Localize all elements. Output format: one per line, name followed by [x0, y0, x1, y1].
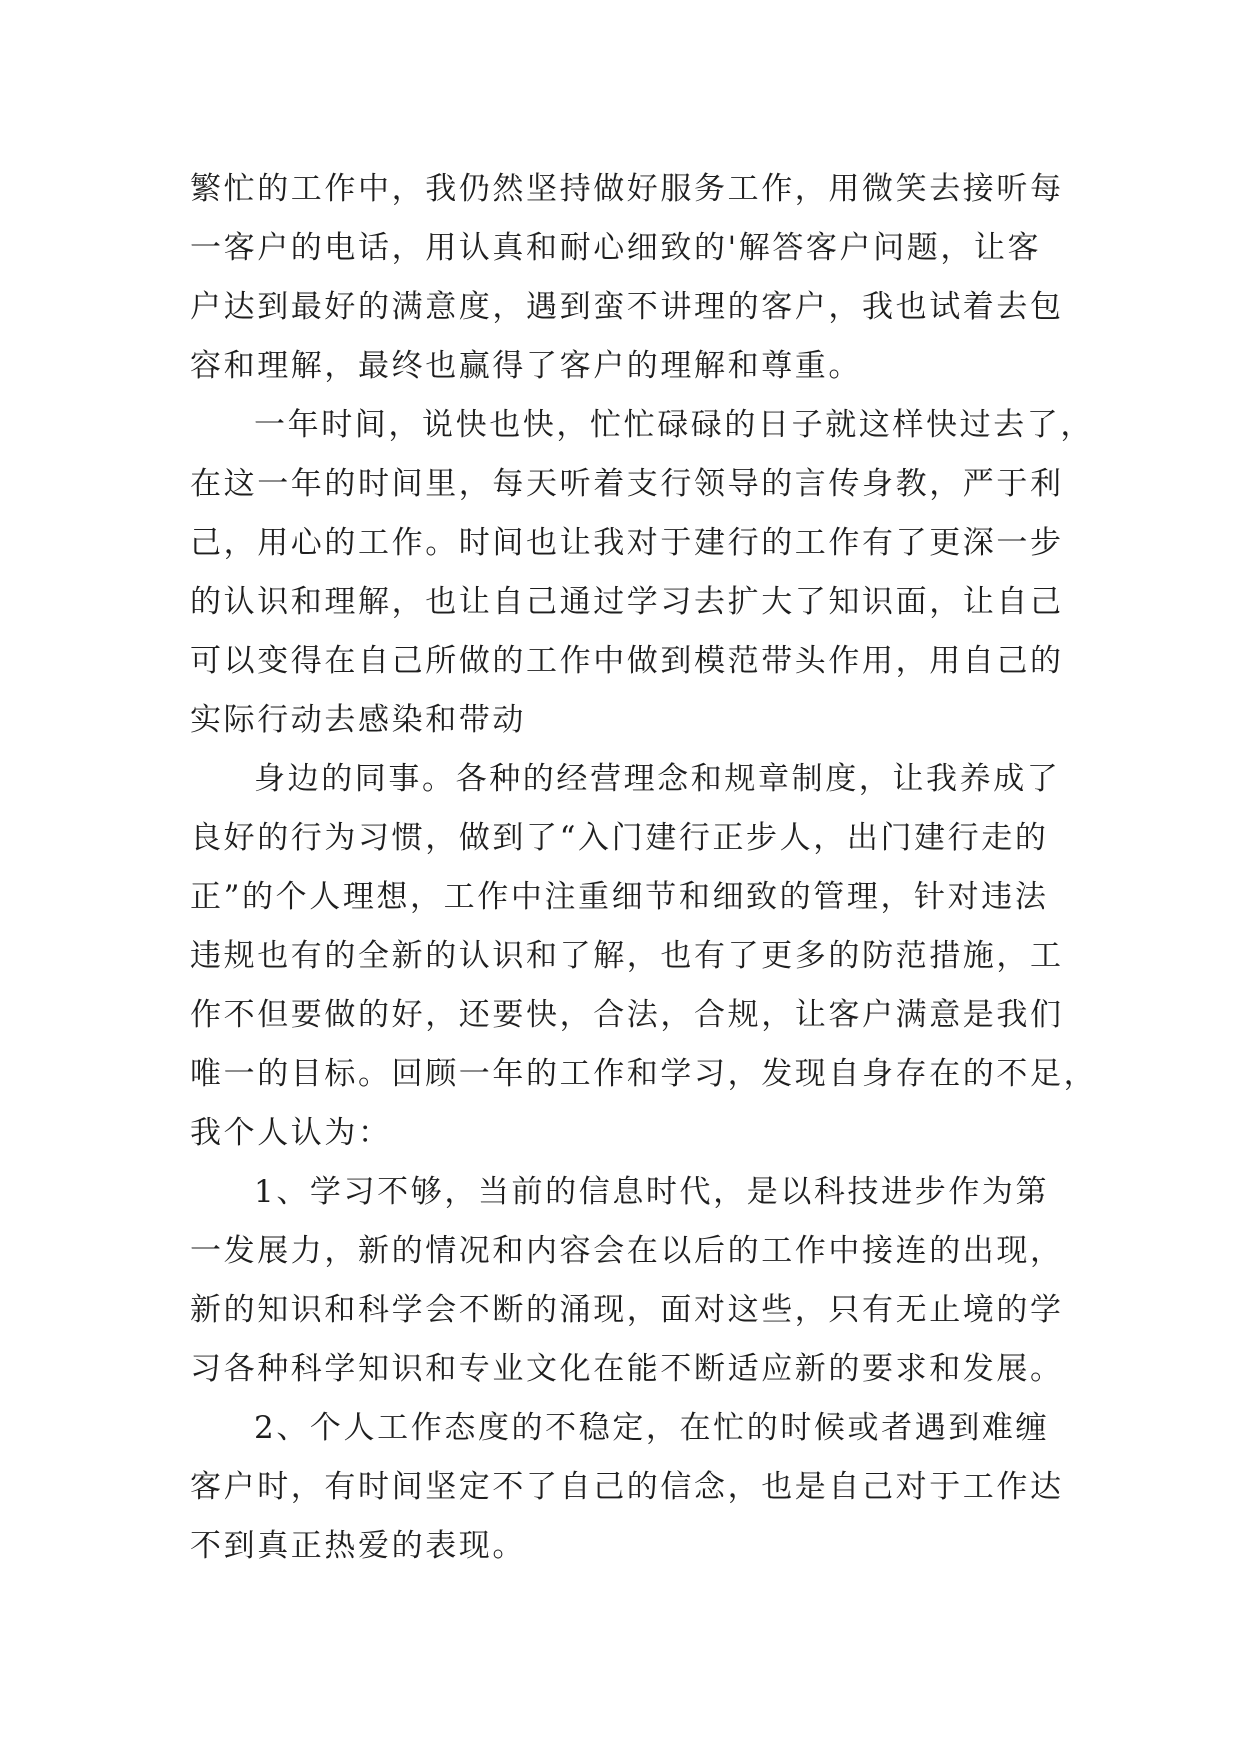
text-line: 繁忙的工作中，我仍然坚持做好服务工作，用微笑去接听每: [190, 171, 1064, 207]
text-line: 一客户的电话，用认真和耐心细致的'解答客户问题，让客: [190, 230, 1042, 266]
text-line: 唯一的目标。回顾一年的工作和学习，发现自身存在的不足，: [190, 1056, 1098, 1092]
text-line: 不到真正热爱的表现。: [190, 1528, 526, 1564]
text-line: 一发展力，新的情况和内容会在以后的工作中接连的出现，: [190, 1233, 1064, 1269]
text-line: 的认识和理解，也让自己通过学习去扩大了知识面，让自己: [190, 584, 1064, 620]
text-line: 我个人认为：: [190, 1115, 392, 1151]
text-line: 一年时间，说快也快，忙忙碌碌的日子就这样快过去了，: [254, 407, 1094, 443]
text-line: 身边的同事。各种的经营理念和规章制度，让我养成了: [254, 761, 1061, 797]
text-line: 1、学习不够，当前的信息时代，是以科技进步作为第: [254, 1174, 1050, 1210]
text-line: 2、个人工作态度的不稳定，在忙的时候或者遇到难缠: [254, 1410, 1050, 1446]
text-line: 习各种科学知识和专业文化在能不断适应新的要求和发展。: [190, 1351, 1064, 1387]
document-body: [190, 160, 1098, 1576]
text-line: 新的知识和科学会不断的涌现，面对这些，只有无止境的学: [190, 1292, 1064, 1328]
text-line: 实际行动去感染和带动: [190, 702, 526, 738]
text-line: 可以变得在自己所做的工作中做到模范带头作用，用自己的: [190, 643, 1064, 679]
text-line: 良好的行为习惯，做到了“入门建行正步人，出门建行走的: [190, 820, 1049, 856]
text-line: 容和理解，最终也赢得了客户的理解和尊重。: [190, 348, 862, 384]
text-line: 在这一年的时间里，每天听着支行领导的言传身教，严于利: [190, 466, 1064, 502]
text-line: 己，用心的工作。时间也让我对于建行的工作有了更深一步: [190, 525, 1064, 561]
text-line: 违规也有的全新的认识和了解，也有了更多的防范措施，工: [190, 938, 1064, 974]
text-line: 正”的个人理想，工作中注重细节和细致的管理，针对违法: [190, 879, 1049, 915]
text-line: 作不但要做的好，还要快，合法，合规，让客户满意是我们: [190, 997, 1064, 1033]
text-line: 客户时，有时间坚定不了自己的信念，也是自己对于工作达: [190, 1469, 1064, 1505]
text-line: 户达到最好的满意度，遇到蛮不讲理的客户，我也试着去包: [190, 289, 1064, 325]
